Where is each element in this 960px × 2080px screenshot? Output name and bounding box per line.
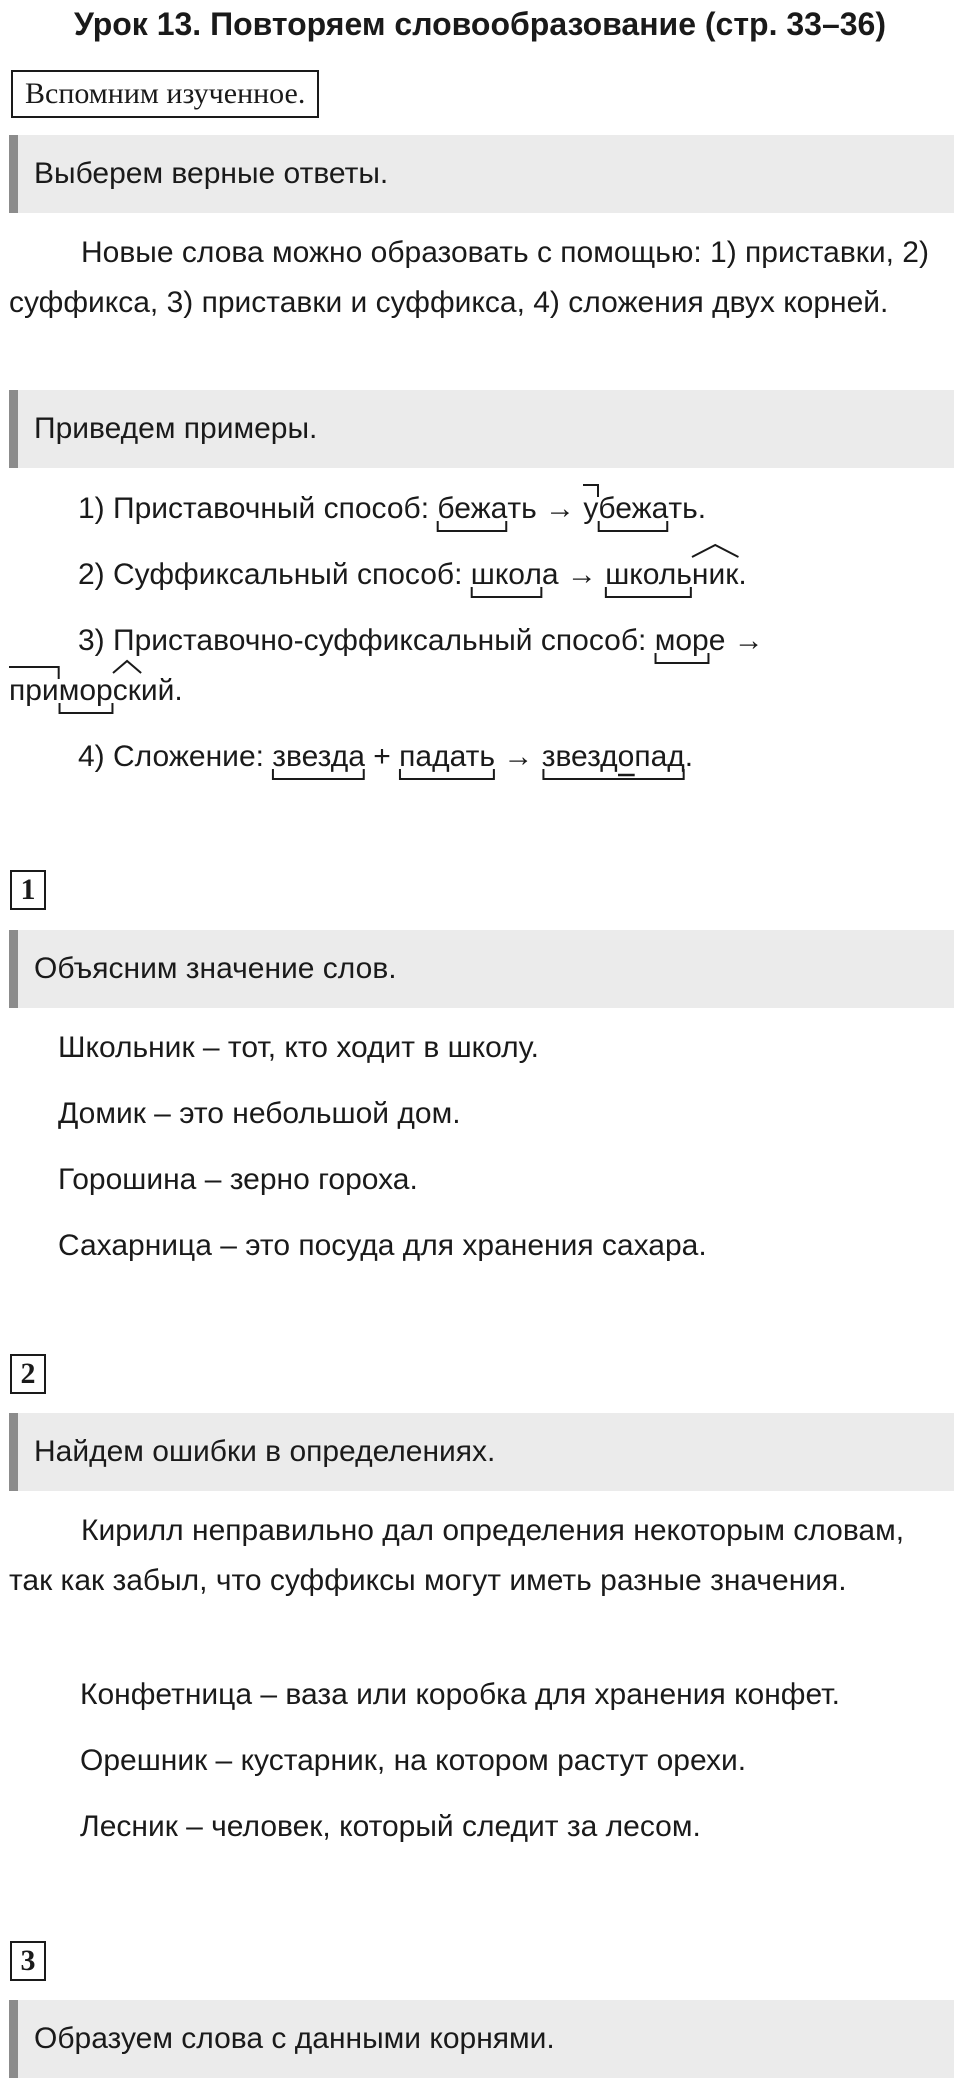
morpheme-ending: е [708,624,726,657]
page-title: Урок 13. Повторяем словообразование (стр. 33–36) [74,6,886,42]
example-label: 3) Приставочно-суффиксальный способ: [78,624,655,657]
morpheme-ending: ий [140,674,175,707]
morpheme-root: бежа [598,489,668,529]
compound-word: звездо пад [542,737,685,777]
task2-line: Конфетница – ваза или коробка для хранения конфет. [80,1678,840,1711]
task1-heading: Объясним значение слов. [9,930,954,1008]
morpheme-root: школь [605,555,692,595]
task1-line: Сахарница – это посуда для хранения сахара. [58,1229,707,1262]
morpheme-ending: ть [668,492,698,525]
arrow: → [558,558,606,591]
example-compound-method: 4) Сложение: звезда + падать → звездо пад . [78,737,693,777]
example-prefix-method: 1) Приставочный способ: бежа ть → у бежа ть. [78,489,706,529]
task3-heading: Образуем слова с данными корнями. [9,2000,954,2078]
arrow: → [495,740,542,773]
task2-text: Кирилл неправильно дал определения некоторым словам, так как забыл, что суффиксы могут иметь разные значения. [9,1514,905,1597]
task1-line: Школьник – тот, кто ходит в школу. [58,1031,540,1064]
example-prefix-suffix-method [78,621,764,661]
morpheme-root: школ [471,555,542,595]
example-suffix-method: 2) Суффиксальный способ: школ а → школь ник . [78,555,747,595]
plus-sign: + [364,740,400,773]
connecting-vowel: о [617,740,635,773]
section-heading-choose: Выберем верные ответы. [9,135,954,213]
example-label: 4) Сложение: [78,740,273,773]
arrow: → [536,492,584,525]
task2-line: Лесник – человек, который следит за лесом. [80,1810,701,1843]
morpheme-prefix: при [9,671,59,711]
example-label: 1) Приставочный способ: [78,492,438,525]
arrow: → [725,624,764,657]
task2-heading: Найдем ошибки в определениях. [9,1413,954,1491]
task-number-badge: 1 [10,870,46,910]
task2-line: Орешник – кустарник, на котором растут орехи. [80,1744,747,1777]
section-heading-examples: Приведем примеры. [9,390,954,468]
task1-line: Домик – это небольшой дом. [58,1097,461,1130]
morpheme-ending: а [541,558,559,591]
example-label: 2) Суффиксальный способ: [78,558,471,591]
remember-box: Вспомним изученное. [11,70,319,118]
morpheme-ending: ть [507,492,537,525]
morpheme-root: мор [655,621,709,661]
task-number-badge: 3 [10,1941,46,1981]
compound-word-part: падать [399,737,495,777]
morpheme-suffix: ск [113,671,141,711]
compound-word-part: звезда [272,737,365,777]
morpheme-root: мор [59,671,113,711]
morpheme-root: бежа [437,489,507,529]
morpheme-suffix: ник [692,555,738,595]
choose-answer-text: Новые слова можно образовать с помощью: 1) приставки, 2) суффикса, 3) приставки и суффикса, 4) сложения двух корней. [9,236,929,319]
morpheme-prefix: у [583,489,598,529]
task1-line: Горошина – зерно гороха. [58,1163,418,1196]
example-prefix-suffix-word: при мор ск ий. [9,671,183,711]
task-number-badge: 2 [10,1354,46,1394]
